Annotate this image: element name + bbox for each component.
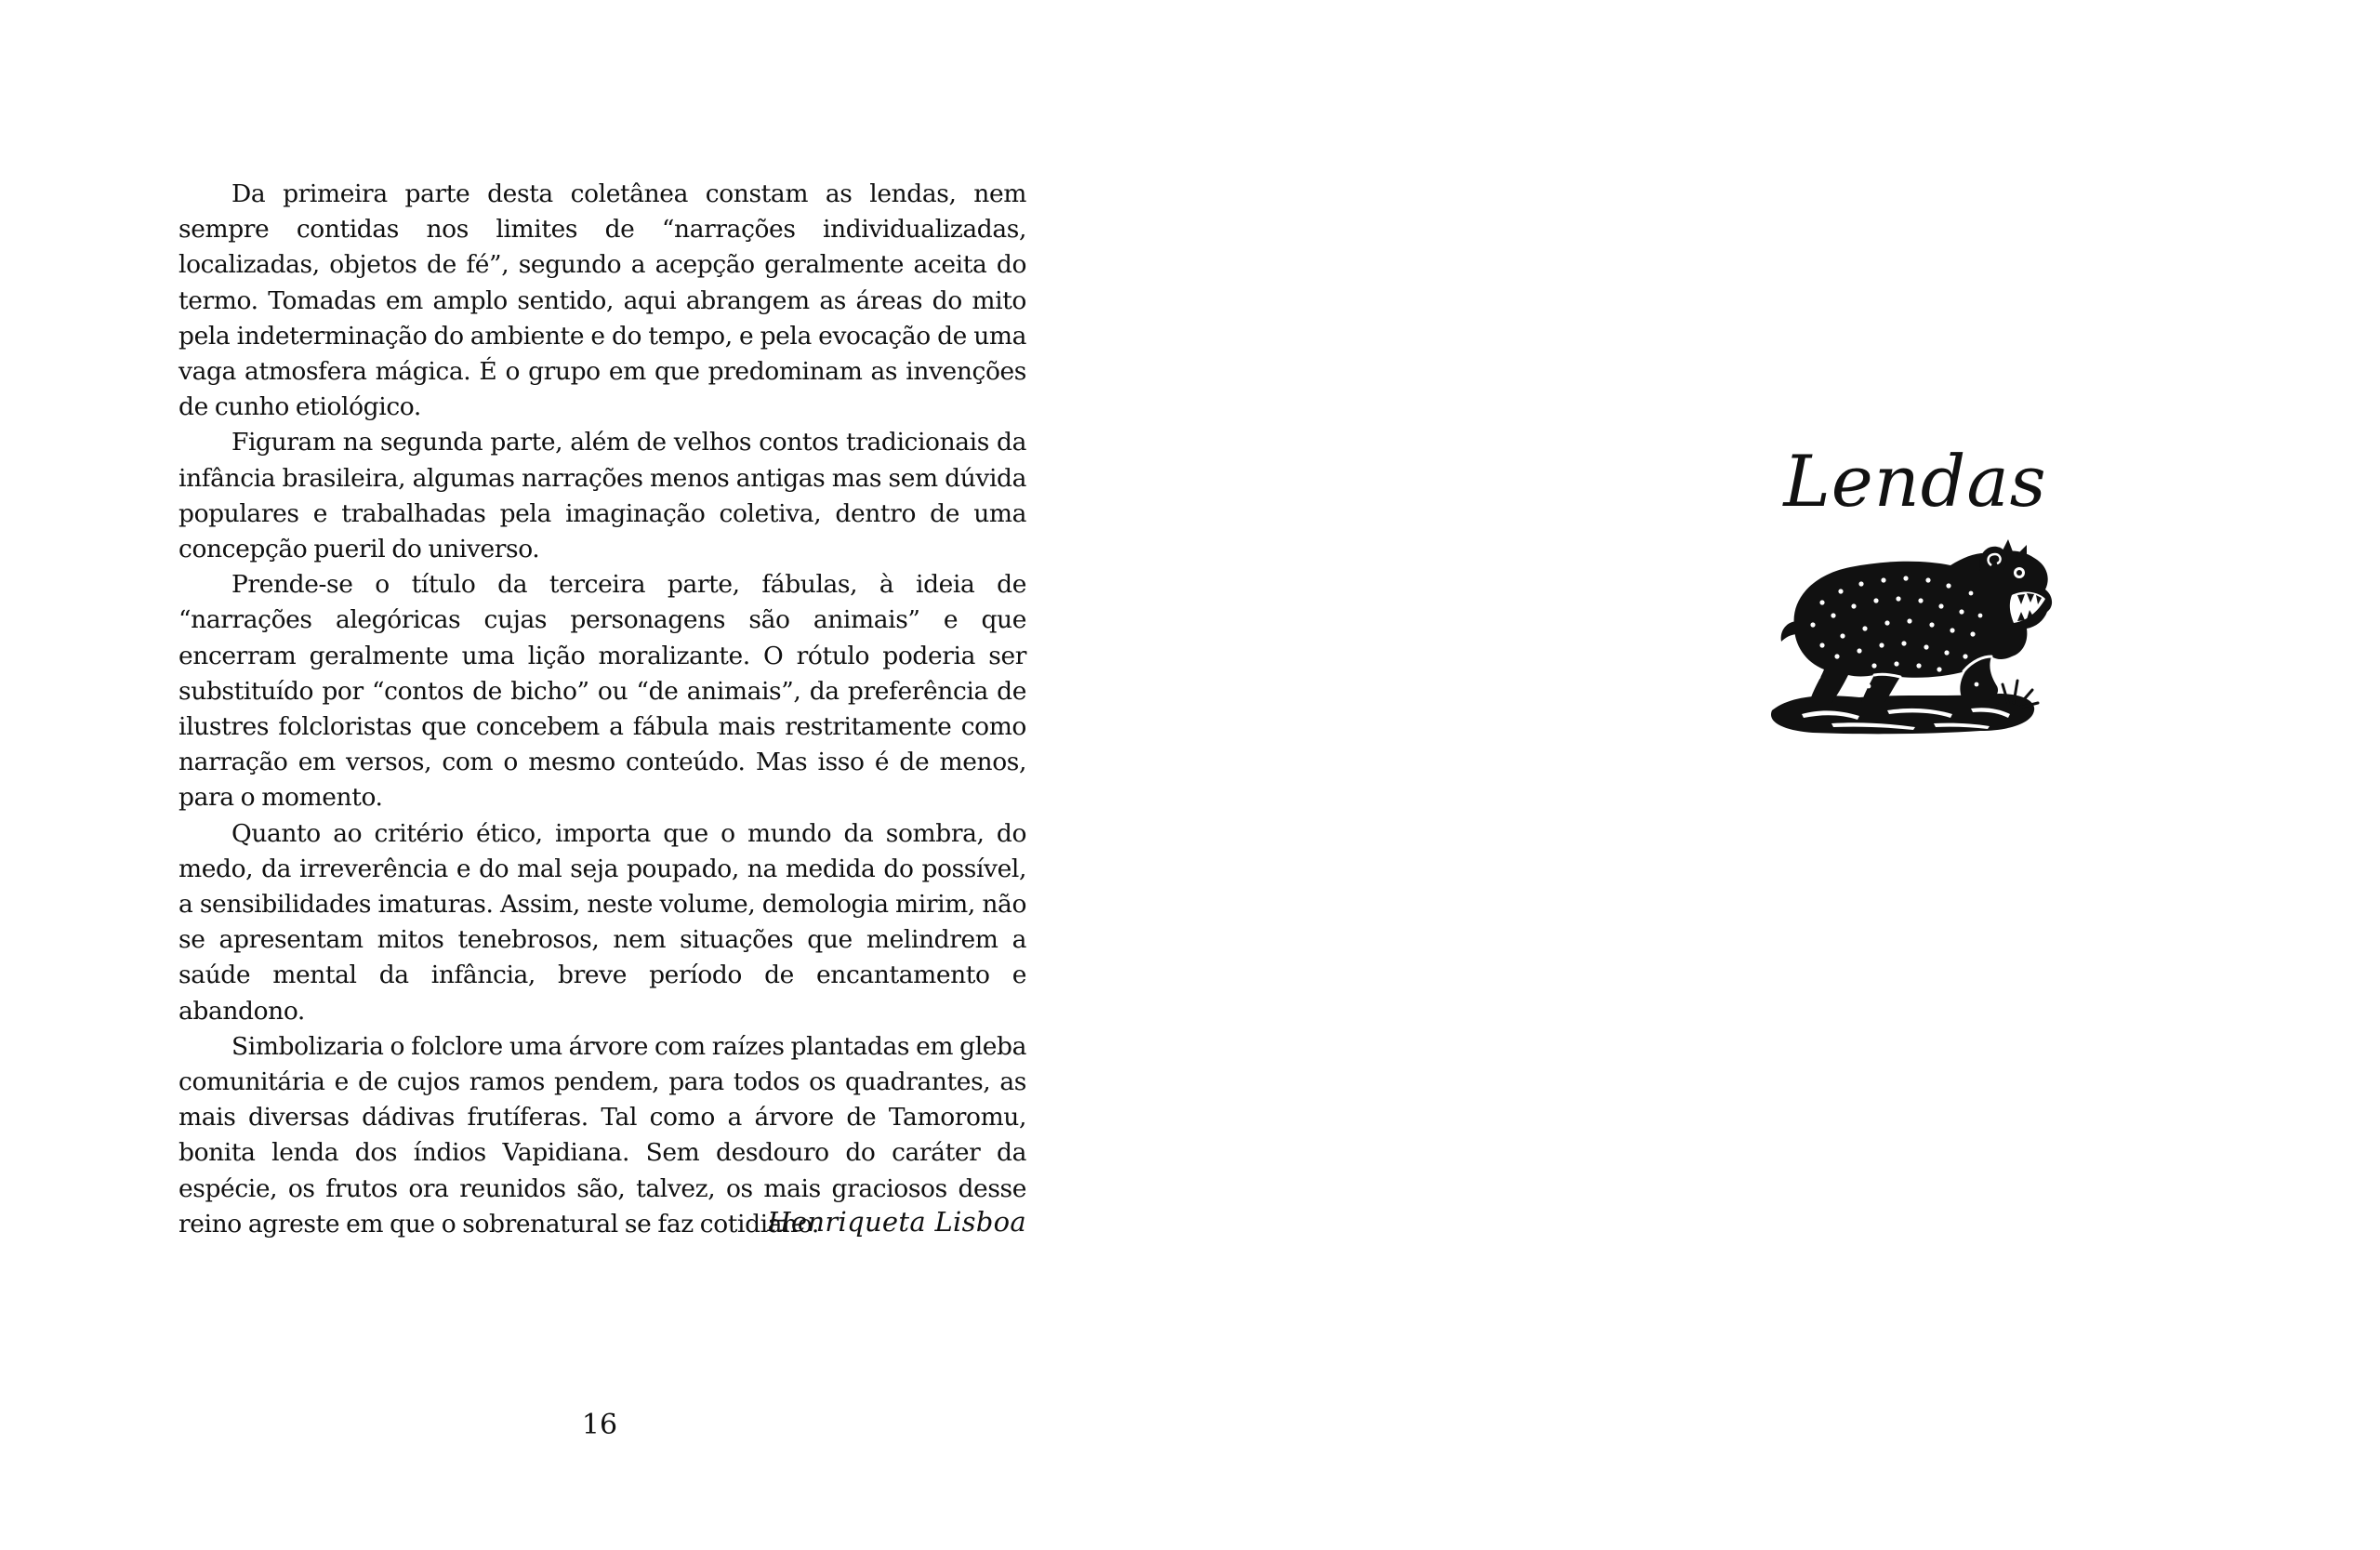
section-title: Lendas	[1783, 440, 2047, 523]
paragraph-3: Prende-se o título da terceira parte, fábulas, à ideia de “narrações alegóricas cujas personagens são animais” e que encerram geralmente uma lição moralizante. O rótulo poderia ser substituído por “contos de bicho” ou “de animais”, da preferência de ilustres folcloristas que concebem a fábula mais restritamente como narração em versos, com o mesmo conteúdo. Mas isso é de menos, para o momento.	[178, 570, 1026, 813]
paragraph-5: Simbolizaria o folclore uma árvore com raízes plantadas em gleba comunitária e de cujos ramos pendem, para todos os quadrantes, as mais diversas dádivas frutíferas. Tal como a árvore de Tamoromu, bonita lenda dos índios Vapidiana. Sem desdouro do caráter da espécie, os frutos ora reunidos são, talvez, os mais graciosos desse reino agreste em que o sobrenatural se faz cotidiano.	[178, 1031, 1027, 1239]
author-signature: Henriqueta Lisboa	[767, 1206, 1026, 1238]
page-number: 16	[581, 1409, 618, 1441]
woodcut-creature-icon	[1701, 537, 2185, 738]
paragraph-4: Quanto ao critério ético, importa que o mundo da sombra, do medo, da irreverência e do mal seja poupado, na medida do possível, a sensibilidades imaturas. Assim, neste volume, demologia mirim, não se apresentam mitos tenebrosos, nem situações que melindrem a saúde mental da infância, breve período de encantamento e abandono.	[178, 818, 1026, 1026]
right-page	[1190, 0, 2380, 1550]
paragraph-2: Figuram na segunda parte, além de velhos contos tradicionais da infância brasileira, algumas narrações menos antigas mas sem dúvida populares e trabalhadas pela imaginação coletiva, dentro de uma concepção pueril do universo.	[178, 428, 1026, 564]
creature-body	[1781, 539, 2052, 703]
preface-text	[178, 177, 1026, 1242]
paragraph-1: Da primeira parte desta coletânea constam as lendas, nem sempre contidas nos limites de “narrações individualizadas, localizadas, objetos de fé”, segundo a acepção geralmente aceita do termo. Tomadas em amplo sentido, aqui abrangem as áreas do mito pela indeterminação do ambiente e do tempo, e pela evocação de uma vaga atmosfera mágica. É o grupo em que predominam as invenções de cunho etiológico.	[178, 179, 1026, 422]
